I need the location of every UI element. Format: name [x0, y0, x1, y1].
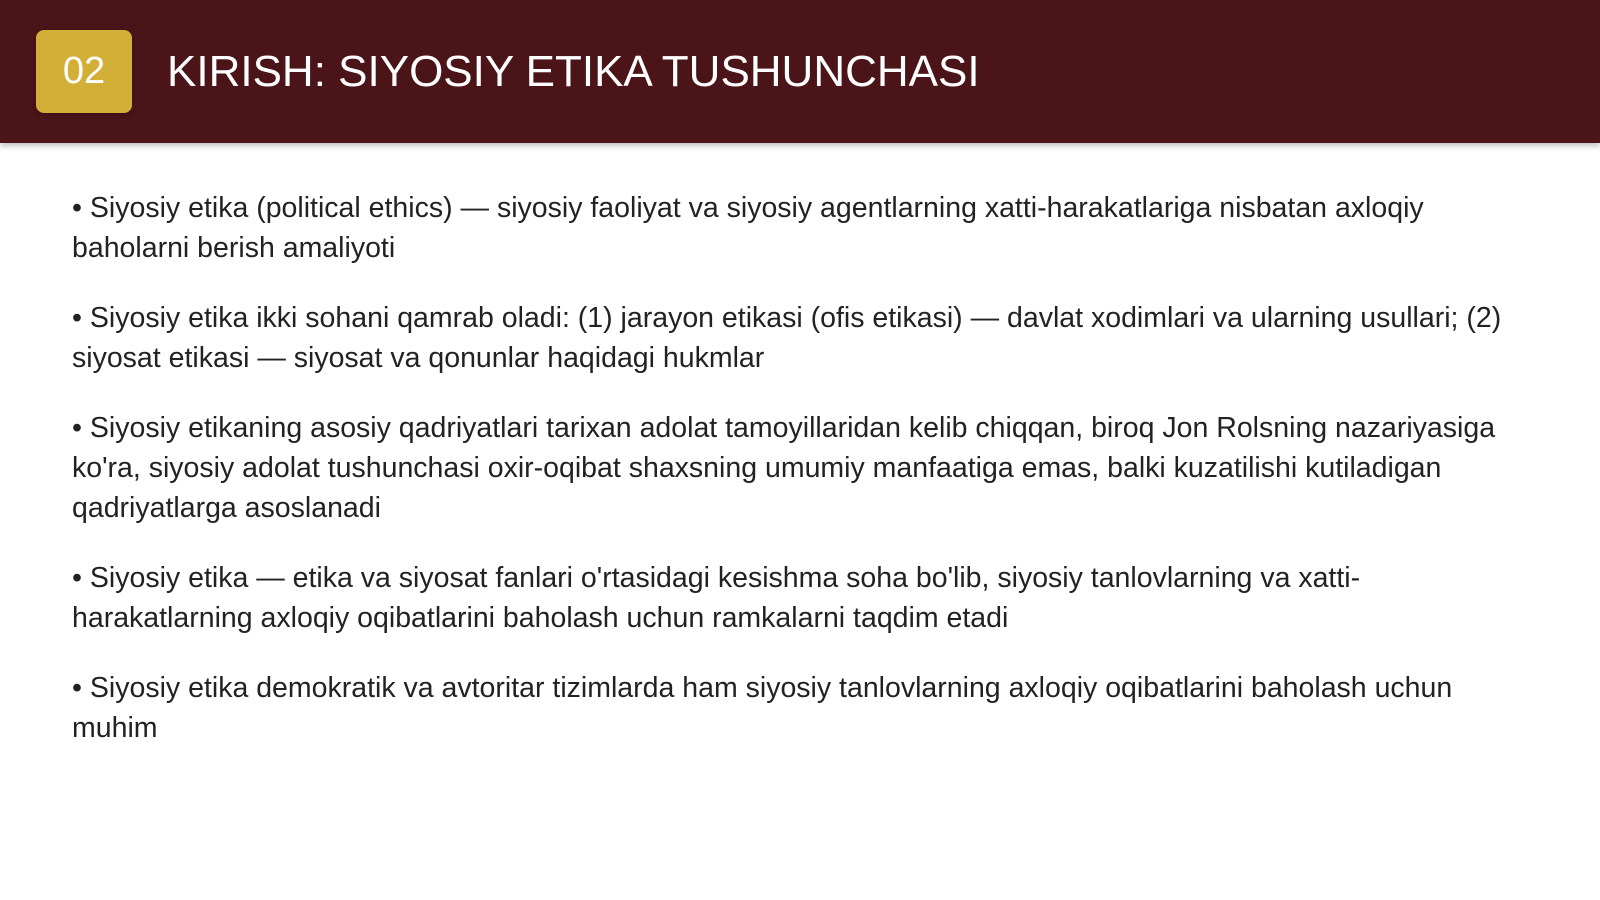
bullet-item-1: • Siyosiy etika (political ethics) — siyosiy faoliyat va siyosiy agentlarning xatti-harakatlariga nisbatan axloqiy baholarni berish amaliyoti — [72, 192, 1424, 264]
bullet-item-5: • Siyosiy etika demokratik va avtoritar tizimlarda ham siyosiy tanlovlarning axloqiy oqibatlarini baholash uchun muhim — [72, 672, 1453, 744]
bullet-item-3: • Siyosiy etikaning asosiy qadriyatlari tarixan adolat tamoyillaridan kelib chiqqan, biroq Jon Rolsning nazariyasiga ko'ra, siyosiy adolat tushunchasi oxir-oqibat shaxsning umumiy manfaatiga emas, balki kuzatilishi kutiladigan qadriyatlarga asoslanadi — [72, 412, 1496, 524]
slide-title: KIRISH: SIYOSIY ETIKA TUSHUNCHASI — [167, 47, 980, 96]
section-number-badge: 02 — [36, 30, 132, 113]
bullet-item-2: • Siyosiy etika ikki sohani qamrab oladi: (1) jarayon etikasi (ofis etikasi) — davlat xodimlari va ularning usullari; (2) siyosat etikasi — siyosat va qonunlar haqidagi hukmlar — [72, 302, 1502, 374]
bullet-item-4: • Siyosiy etika — etika va siyosat fanlari o'rtasidagi kesishma soha bo'lib, siyosiy tanlovlarning va xatti-harakatlarning axloqiy oqibatlarini baholash uchun ramkalarni taqdim etadi — [72, 562, 1361, 634]
bullet-list — [72, 188, 1532, 778]
header-bar — [0, 0, 1600, 143]
